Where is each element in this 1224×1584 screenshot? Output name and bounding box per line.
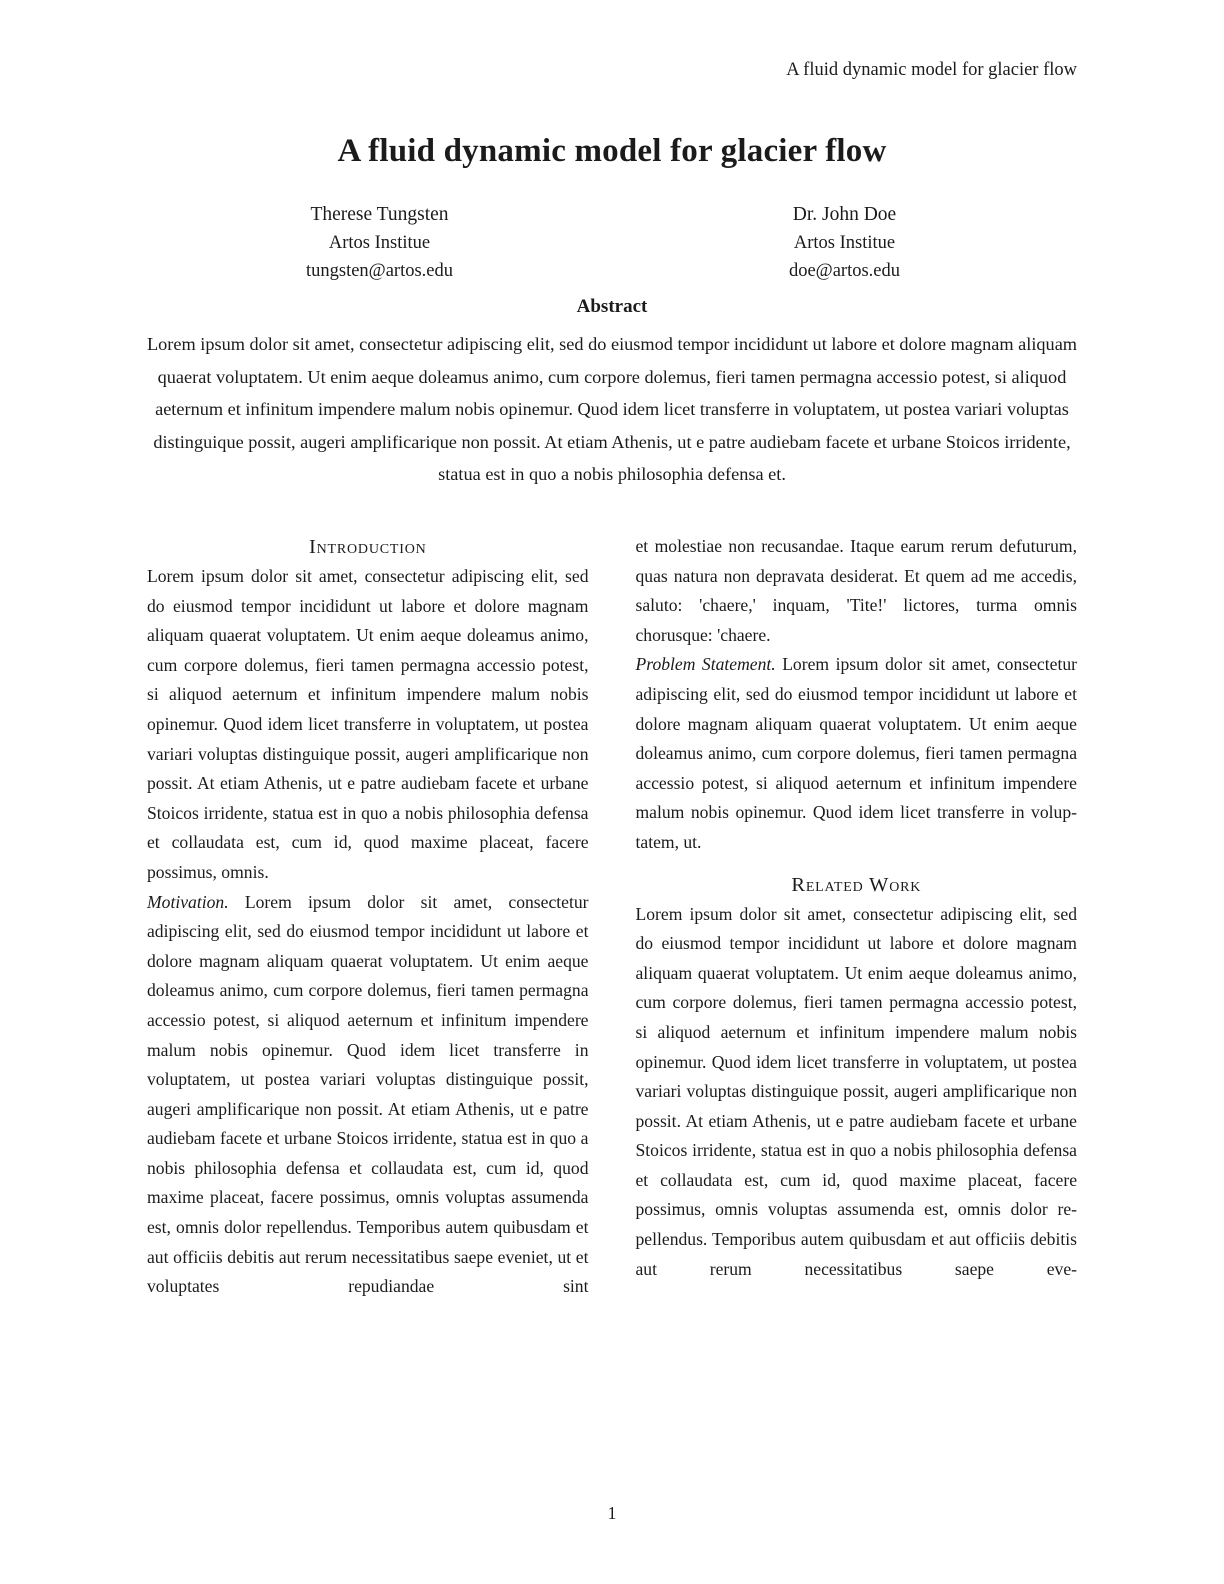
author-email: doe@artos.edu bbox=[788, 261, 901, 281]
author-1 bbox=[147, 201, 612, 285]
introduction-paragraph: Lorem ipsum dolor sit amet, consectetur adipiscing elit, sed do eiusmod tempor incididunt ut labore et dolore magnam aliquam quaerat voluptatem. Ut enim aeque doleamus animo, cum corpore dolemus, fieri tamen permagna accessio potest, si aliquod aeternum et infinitum impendere malum nobis opinemur. Quod idem licet transferre in voluptatem, ut postea variari voluptas distinguique possit, augeri amplificarique non possit. At etiam Athenis, ut e patre audiebam facete et urbane Stoicos irridente, statua est in quo a nobis philosophia defensa et collaudata est, cum id, quod maxime placeat, facere possimus, omnis. bbox=[147, 566, 589, 882]
author-affiliation: Artos Institue bbox=[793, 233, 896, 253]
motivation-paragraph-continued: et molestiae non recusandae. Itaque earum rerum defuturum, quas natura non depravata desiderat. Et quem ad me accedis, saluto: 'chaere,' inquam, 'Tite!' lictores, turma omnis chorusque: 'chaere. bbox=[635, 536, 1077, 645]
section-heading-introduction: Introduction bbox=[308, 536, 427, 558]
left-column bbox=[147, 532, 589, 1302]
author-2 bbox=[612, 201, 1077, 285]
motivation-lead: Motivation. bbox=[147, 891, 229, 912]
paper-title: A fluid dynamic model for glacier flow bbox=[337, 133, 887, 169]
author-block bbox=[147, 201, 1077, 285]
section-heading-related-work: Related Work bbox=[791, 873, 922, 896]
author-name: Therese Tungsten bbox=[310, 204, 449, 225]
motivation-text: Lorem ipsum dolor sit amet, consectetur adipiscing elit, sed do eiusmod tempor incididunt ut labore et dolore magnam aliquam quaerat voluptatem. Ut enim aeque doleamus animo, cum corpore dolemus, fieri tamen permagna accessio potest, si aliquod aeternum et infinitum impendere malum nobis opinemur. Quod idem licet transferre in voluptatem, ut postea variari voluptas distinguique possit, augeri amplificarique non possit. At etiam Athenis, ut e patre audiebam facete et urbane Stoicos irridente, statua est in quo a nobis philosophia defensa et collaudata est, cum id, quod maxime placeat, facere possimus, omnis voluptas assumenda est, omnis dolor repellendus. Temporibus autem quibusdam et aut officiis debitis aut rerum necessitatibus saepe eveniet, ut et voluptates repudiandae sint bbox=[147, 891, 589, 1297]
author-name: Dr. John Doe bbox=[792, 204, 897, 225]
related-work-paragraph: Lorem ipsum dolor sit amet, consectetur adipiscing elit, sed do eiusmod tempor incididunt ut labore et dolore magnam aliquam quaerat voluptatem. Ut enim aeque doleamus animo, cum corpore dolemus, fieri tamen permagna accessio potest, si aliquod aeternum et infinitum impendere malum nobis opinemur. Quod idem licet transferre in voluptatem, ut postea variari voluptas distinguique possit, augeri amplificarique non possit. At etiam Athenis, ut e patre audiebam facete et urbane Stoicos irridente, statua est in quo a nobis philosophia defensa et collaudata est, cum id, quod maxime placeat, facere possimus, omnis voluptas assumenda est, omnis dolor repellendus. Temporibus autem quibusdam et aut officiis debitis aut rerum necessitatibus saepe eve- bbox=[635, 903, 1077, 1279]
problem-statement-lead: Problem Statement. bbox=[635, 654, 776, 675]
page-number: 1 bbox=[607, 1503, 617, 1523]
two-column-body bbox=[147, 532, 1077, 1302]
author-email: tungsten@artos.edu bbox=[305, 261, 454, 281]
right-column bbox=[636, 532, 1078, 1302]
abstract-heading: Abstract bbox=[576, 296, 648, 317]
abstract-text: Lorem ipsum dolor sit amet, consectetur adipiscing elit, sed do eiusmod tempor incididunt ut labore et dolore magnam aliquam quaerat voluptatem. Ut enim aeque doleamus animo, cum corpore dolemus, fieri tamen permagna accessio potest, si aliquod aeternum et infinitum impendere malum nobis opinemur. Quod idem licet transferre in voluptatem, ut postea variari voluptas distinguique possit, augeri amplificarique non possit. At etiam Athenis, ut e patre audiebam facete et urbane Stoicos irridente, statua est in quo a nobis philosophia defensa et. bbox=[146, 334, 1078, 484]
running-header: A fluid dynamic model for glacier flow bbox=[786, 60, 1077, 80]
motivation-paragraph bbox=[147, 888, 589, 1302]
problem-statement-text: Lorem ipsum dolor sit amet, consectetur adipiscing elit, sed do eiusmod tempor incididunt ut labore et dolore magnam aliquam quaerat voluptatem. Ut enim aeque doleamus animo, cum corpore dolemus, fieri tamen permagna accessio potest, si aliquod aeternum et infinitum impendere malum nobis opinemur. Quod idem licet transferre in voluptatem, ut. bbox=[635, 654, 1077, 852]
problem-statement-paragraph bbox=[636, 650, 1078, 857]
author-affiliation: Artos Institue bbox=[328, 233, 431, 253]
